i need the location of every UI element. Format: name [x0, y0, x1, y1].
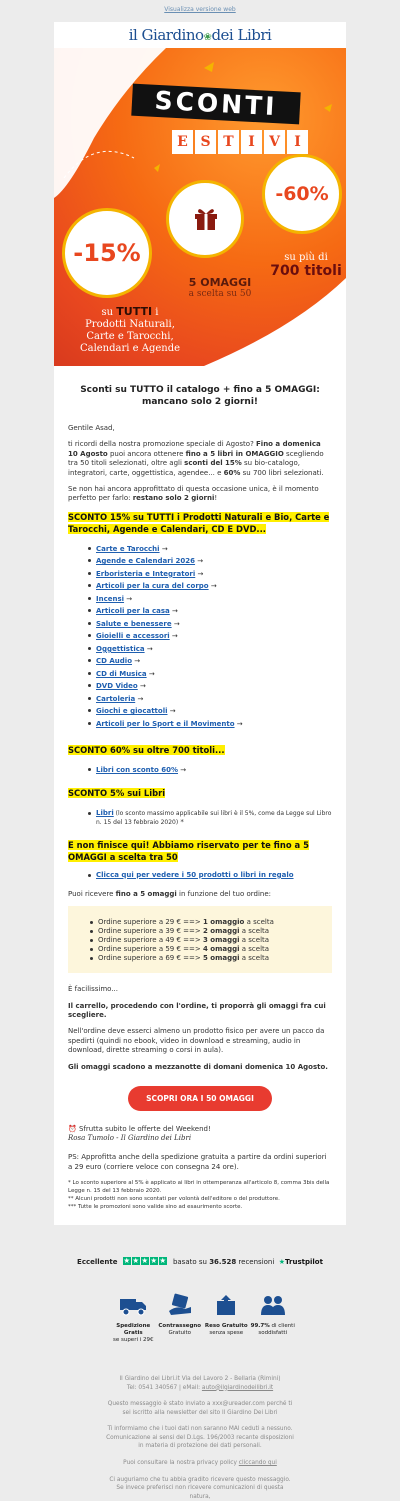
text: Ordine superiore a 59 € ==>	[98, 945, 203, 954]
discount-15-text: -15%	[73, 239, 141, 267]
ps-text: PS: Approfitta anche della spedizione gratuita a partire da ordini superiori a 29 euro (corriere veloce con consegna 24 ore).	[68, 1153, 327, 1171]
footer-address: Il Giardino dei Libri.it Via del Lavoro 2 - Bellaria (Rimini)	[119, 1375, 281, 1382]
text: a scelta	[239, 945, 270, 954]
category-link[interactable]: CD Audio	[96, 657, 133, 666]
footer-email-link[interactable]: auto@ilgiardinodeilibri.it	[201, 1384, 274, 1391]
arrow-icon: →	[137, 694, 144, 703]
text-bold: 4 omaggi	[202, 945, 240, 954]
category-link[interactable]: Giochi e giocattoli	[96, 707, 168, 716]
signoff	[68, 1125, 332, 1143]
list-item	[90, 945, 332, 954]
category-link[interactable]: Erboristeria e Integratori	[96, 569, 196, 578]
category-link[interactable]: Gioielli e accessori	[96, 632, 170, 641]
text-bold: 60%	[223, 468, 241, 477]
logo[interactable]	[129, 26, 272, 44]
section-5-heading	[68, 787, 332, 799]
section-5-title: SCONTO 5% sui Libri	[68, 787, 166, 798]
list-item	[88, 618, 332, 631]
gifts-big: 5 OMAGGI	[188, 276, 252, 289]
list-item	[88, 655, 332, 668]
urgency-paragraph	[68, 485, 332, 504]
text-bold: fino a 5 libri in OMAGGIO	[185, 449, 284, 458]
footnote: ** Alcuni prodotti non sono scontati per volontà dell'editore o del produttore.	[68, 1195, 280, 1202]
feature-free-return	[203, 1293, 250, 1357]
caption-line: Carte e Tarocchi,	[86, 331, 174, 342]
features-row	[54, 1281, 346, 1357]
discount-60-link[interactable]: Libri con sconto 60%	[96, 766, 178, 775]
books-link[interactable]: Libri	[96, 808, 114, 817]
section-15-title: SCONTO 15% su TUTTI i Prodotti Naturali e Bio, Carte e Tarocchi, Agende e Calendari, CD E DVD...	[68, 511, 330, 534]
text-bold: Fino a domenica 10 Agosto	[68, 440, 321, 458]
email-body	[54, 366, 346, 1225]
footer-privacy: Ti informiamo che i tuoi dati non saranno MAI ceduti a nessuno. Comunicazione ai sensi del D.Lgs. 196/2003 recante disposizioni in materia di protezione dei dati personali.	[106, 1426, 294, 1450]
footer	[54, 1357, 346, 1501]
footer-unsubscribe-text: Ci auguriamo che tu abbia gradito ricevere questo messaggio. Se invece preferisci non ricevere comunicazioni di questa natura,	[109, 1476, 291, 1500]
alarm-clock-icon: ⏰	[68, 1125, 77, 1134]
arrow-icon: →	[134, 657, 141, 666]
estivi-letter: S	[195, 130, 216, 154]
list-item	[88, 555, 332, 568]
easy-text: È facilissimo...	[68, 985, 118, 994]
text-bold: fino a 5 omaggi	[115, 889, 177, 898]
arrow-icon: →	[236, 719, 243, 728]
category-link[interactable]: CD di Musica	[96, 669, 147, 678]
privacy-policy-link[interactable]: cliccando qui	[238, 1460, 277, 1467]
gifts-intro	[68, 890, 332, 899]
gift-circle	[166, 180, 244, 258]
discount-15-circle	[62, 208, 152, 298]
discount-60-list	[88, 764, 332, 777]
list-item	[88, 605, 332, 618]
reviews-post: recensioni	[236, 1257, 275, 1266]
text: ti ricordi della nostra promozione speciale di Agosto?	[68, 440, 257, 449]
estivi-letter: T	[218, 130, 239, 154]
list-item	[88, 580, 332, 593]
text-bold: 1 omaggio	[202, 918, 245, 927]
section-60-title: SCONTO 60% su oltre 700 titoli...	[68, 745, 225, 756]
star-icon	[123, 1257, 131, 1265]
list-item	[90, 936, 332, 945]
rating-label: Eccellente	[77, 1257, 118, 1266]
gift-icon	[193, 205, 219, 231]
arrow-icon: →	[197, 557, 204, 566]
footer-tel: Tel: 0541 340567 | eMail:	[126, 1384, 202, 1391]
section-15-heading	[68, 511, 332, 535]
hero-banner[interactable]	[54, 48, 346, 366]
caption-line: Calendari e Agende	[79, 343, 181, 354]
list-item	[90, 927, 332, 936]
text: Se non hai ancora approfittato di questa occasione unica, è il momento perfetto per farlo:	[68, 485, 319, 503]
list-item	[90, 954, 332, 963]
text: su bio-catalogo, integratori, carte, oggettistica, agendee... e	[68, 459, 301, 477]
sconti-text: SCONTI	[153, 85, 279, 122]
list-item	[88, 543, 332, 556]
estivi-letter: I	[287, 130, 308, 154]
estivi-letter: E	[172, 130, 193, 154]
text: Ordine superiore a 39 € ==>	[98, 927, 203, 936]
star-icon	[150, 1257, 158, 1265]
text: in funzione del tuo ordine:	[176, 889, 271, 898]
category-link[interactable]: Incensi	[96, 594, 125, 603]
list-item	[96, 871, 332, 880]
caption-post: i	[152, 307, 159, 318]
footnote-marker: *	[178, 817, 184, 826]
over-700-caption	[268, 252, 344, 279]
list-item	[96, 809, 332, 827]
category-link[interactable]: Carte e Tarocchi	[96, 544, 160, 553]
list-item	[88, 705, 332, 718]
reviews-count: 36.528	[209, 1257, 237, 1266]
list-item	[88, 630, 332, 643]
leaf-icon: ❀	[203, 32, 212, 43]
text: !	[214, 494, 218, 503]
arrow-icon: →	[169, 707, 176, 716]
over-700-small: su più di	[284, 252, 328, 263]
text-bold: 2 omaggi	[202, 927, 240, 936]
category-link[interactable]: Oggettistica	[96, 644, 145, 653]
category-link[interactable]: Articoli per la casa	[96, 607, 170, 616]
signoff-line: Sfrutta subito le offerte del Weekend!	[78, 1125, 211, 1134]
feature-cod	[157, 1293, 204, 1357]
section-60-heading	[68, 744, 332, 756]
logo-row	[54, 22, 346, 48]
category-link[interactable]: Articoli per la cura del corpo	[96, 582, 209, 591]
star-icon	[141, 1257, 149, 1265]
feature-sub: se superi i 29€	[112, 1336, 154, 1343]
arrow-icon: →	[146, 644, 153, 653]
text: a scelta	[239, 936, 270, 945]
star-icon	[159, 1257, 167, 1265]
arrow-icon: →	[148, 669, 155, 678]
reviews-pre: basato su	[172, 1257, 210, 1266]
text: Puoi ricevere	[68, 889, 116, 898]
feature-sub: di clienti soddisfatti	[258, 1322, 295, 1336]
list-item	[90, 918, 332, 927]
discount-60-text: -60%	[275, 183, 329, 205]
discount-60-circle	[262, 154, 342, 234]
trustpilot-logo	[279, 1258, 323, 1266]
text: su 700 libri selezionati.	[240, 468, 324, 477]
feature-sub: senza spese	[209, 1329, 244, 1336]
text-bold: restano solo 2 giorni	[132, 494, 215, 503]
estivi-letter: V	[264, 130, 285, 154]
footnotes	[68, 1179, 332, 1211]
arrow-icon: →	[180, 766, 187, 775]
caption-line: Prodotti Naturali,	[85, 319, 175, 330]
cash-hand-icon	[157, 1293, 204, 1317]
cart-text: Il carrello, procedendo con l'ordine, ti proporrà gli omaggi fra cui scegliere.	[68, 1001, 326, 1020]
text: Ordine superiore a 29 € ==>	[98, 918, 203, 927]
category-link[interactable]: Salute e benessere	[96, 619, 172, 628]
truck-icon	[110, 1293, 157, 1317]
text: Ordine superiore a 49 € ==>	[98, 936, 203, 945]
return-box-icon	[203, 1293, 250, 1317]
category-link[interactable]: Agende e Calendari 2026	[96, 557, 196, 566]
caption-pre: su	[101, 307, 117, 318]
text-bold: 3 omaggi	[202, 936, 240, 945]
arrow-icon: →	[126, 594, 133, 603]
caption-bold: TUTTI	[116, 305, 153, 318]
expire-text: Gli omaggi scadono a mezzanotte di domani domenica 10 Agosto.	[68, 1062, 328, 1071]
all-products-caption	[60, 306, 200, 355]
footnote: * Lo sconto superiore al 5% è applicato ai libri in ottemperanza all'articolo 8, comma 3bis della Legge n. 15 del 13 febbraio 2020.	[68, 1179, 330, 1194]
footnote: *** Tutte le promozioni sono valide sino ad esaurimento scorte.	[68, 1203, 243, 1210]
list-item	[88, 568, 332, 581]
estivi-letter: I	[241, 130, 262, 154]
text: a scelta	[239, 927, 270, 936]
cta-wrap	[68, 1086, 332, 1111]
feature-free-shipping	[110, 1293, 157, 1357]
trustpilot-star-icon: ★	[278, 1257, 286, 1266]
list-item	[88, 593, 332, 606]
text: Ordine superiore a 69 € ==>	[98, 954, 203, 963]
arrow-icon: →	[139, 682, 146, 691]
trustpilot-text: Trustpilot	[285, 1257, 323, 1266]
logo-text-1: il Giardino	[128, 26, 204, 44]
feature-sub: Gratuito	[168, 1329, 192, 1336]
arrow-icon: →	[172, 607, 178, 616]
gifts-caption	[175, 276, 265, 299]
list-item	[88, 680, 332, 693]
web-version-link[interactable]: Visualizza versione web	[164, 6, 236, 13]
gifts-small: a scelta su 50	[188, 289, 252, 299]
category-link[interactable]: DVD Video	[96, 682, 138, 691]
text: puoi ancora ottenere	[107, 449, 186, 458]
arrow-icon: →	[210, 582, 217, 591]
list-item	[88, 764, 332, 777]
feature-title: 99.7%	[250, 1322, 270, 1329]
discover-gifts-button[interactable]: SCOPRI ORA I 50 OMAGGI	[128, 1086, 272, 1111]
feature-title: Contrassegno	[158, 1322, 202, 1329]
arrow-icon: →	[197, 569, 204, 578]
rating-stars	[123, 1257, 168, 1267]
footer-policy-text: Puoi consultare la nostra privacy policy	[123, 1460, 239, 1467]
star-icon	[132, 1257, 140, 1265]
feature-satisfaction	[250, 1293, 297, 1357]
arrow-icon: →	[161, 544, 168, 553]
category-link[interactable]: Cartoleria	[96, 694, 136, 703]
greeting: Gentile Asad,	[68, 424, 115, 432]
section-gifts-heading	[68, 839, 332, 863]
category-link[interactable]: Articoli per lo Sport e il Movimento	[96, 719, 235, 728]
text: scegliendo tra 50 titoli selezionati, oltre agli	[68, 449, 324, 468]
logo-text-2: dei Libri	[211, 26, 272, 44]
gifts-link[interactable]: Clicca qui per vedere i 50 prodotti o libri in regalo	[96, 870, 294, 879]
signature: Rosa Tumolo - Il Giardino dei Libri	[68, 1134, 192, 1143]
order-tiers	[68, 906, 332, 973]
text: a scelta	[244, 918, 274, 927]
text-bold: 5 omaggi	[202, 954, 240, 963]
over-700-big: 700 titoli	[270, 263, 342, 279]
intro-paragraph	[68, 440, 332, 478]
text-bold: sconti del 15%	[184, 459, 242, 468]
list-item	[88, 718, 332, 731]
email-container	[54, 0, 346, 1501]
top-bar	[54, 0, 346, 22]
headline: Sconti su TUTTO il catalogo + fino a 5 OMAGGI: mancano solo 2 giorni!	[80, 385, 320, 407]
books-note: (lo sconto massimo applicabile sui libri è il 5%, come da Legge sul Libro n. 15 del 13 febbraio 2020)	[96, 809, 332, 826]
trustpilot-bar[interactable]	[54, 1225, 346, 1281]
section-gifts-title: E non finisce qui! Abbiamo riservato per te fino a 5 OMAGGI a scelta tra 50	[68, 839, 309, 862]
list-item	[88, 668, 332, 681]
text: a scelta	[239, 954, 270, 963]
footer-sent-to: Questo messaggio è stato inviato a xxx@ureader.com perché ti sei iscritto alla newsletter del sito Il Giardino Dei Libri	[107, 1401, 293, 1416]
customers-icon	[250, 1293, 297, 1317]
feature-title: Reso Gratuito	[204, 1322, 248, 1329]
list-item	[88, 643, 332, 656]
list-item	[88, 693, 332, 706]
category-list	[88, 543, 332, 731]
arrow-icon: →	[173, 619, 180, 628]
arrow-icon: →	[171, 632, 178, 641]
feature-title: Spedizione Gratis	[116, 1322, 151, 1336]
physical-text: Nell'ordine deve esserci almeno un prodotto fisico per avere un pacco da spedirti (quindi no ebook, video in download e streaming, audio in download, dirette streaming o corsi in aula).	[68, 1027, 325, 1055]
